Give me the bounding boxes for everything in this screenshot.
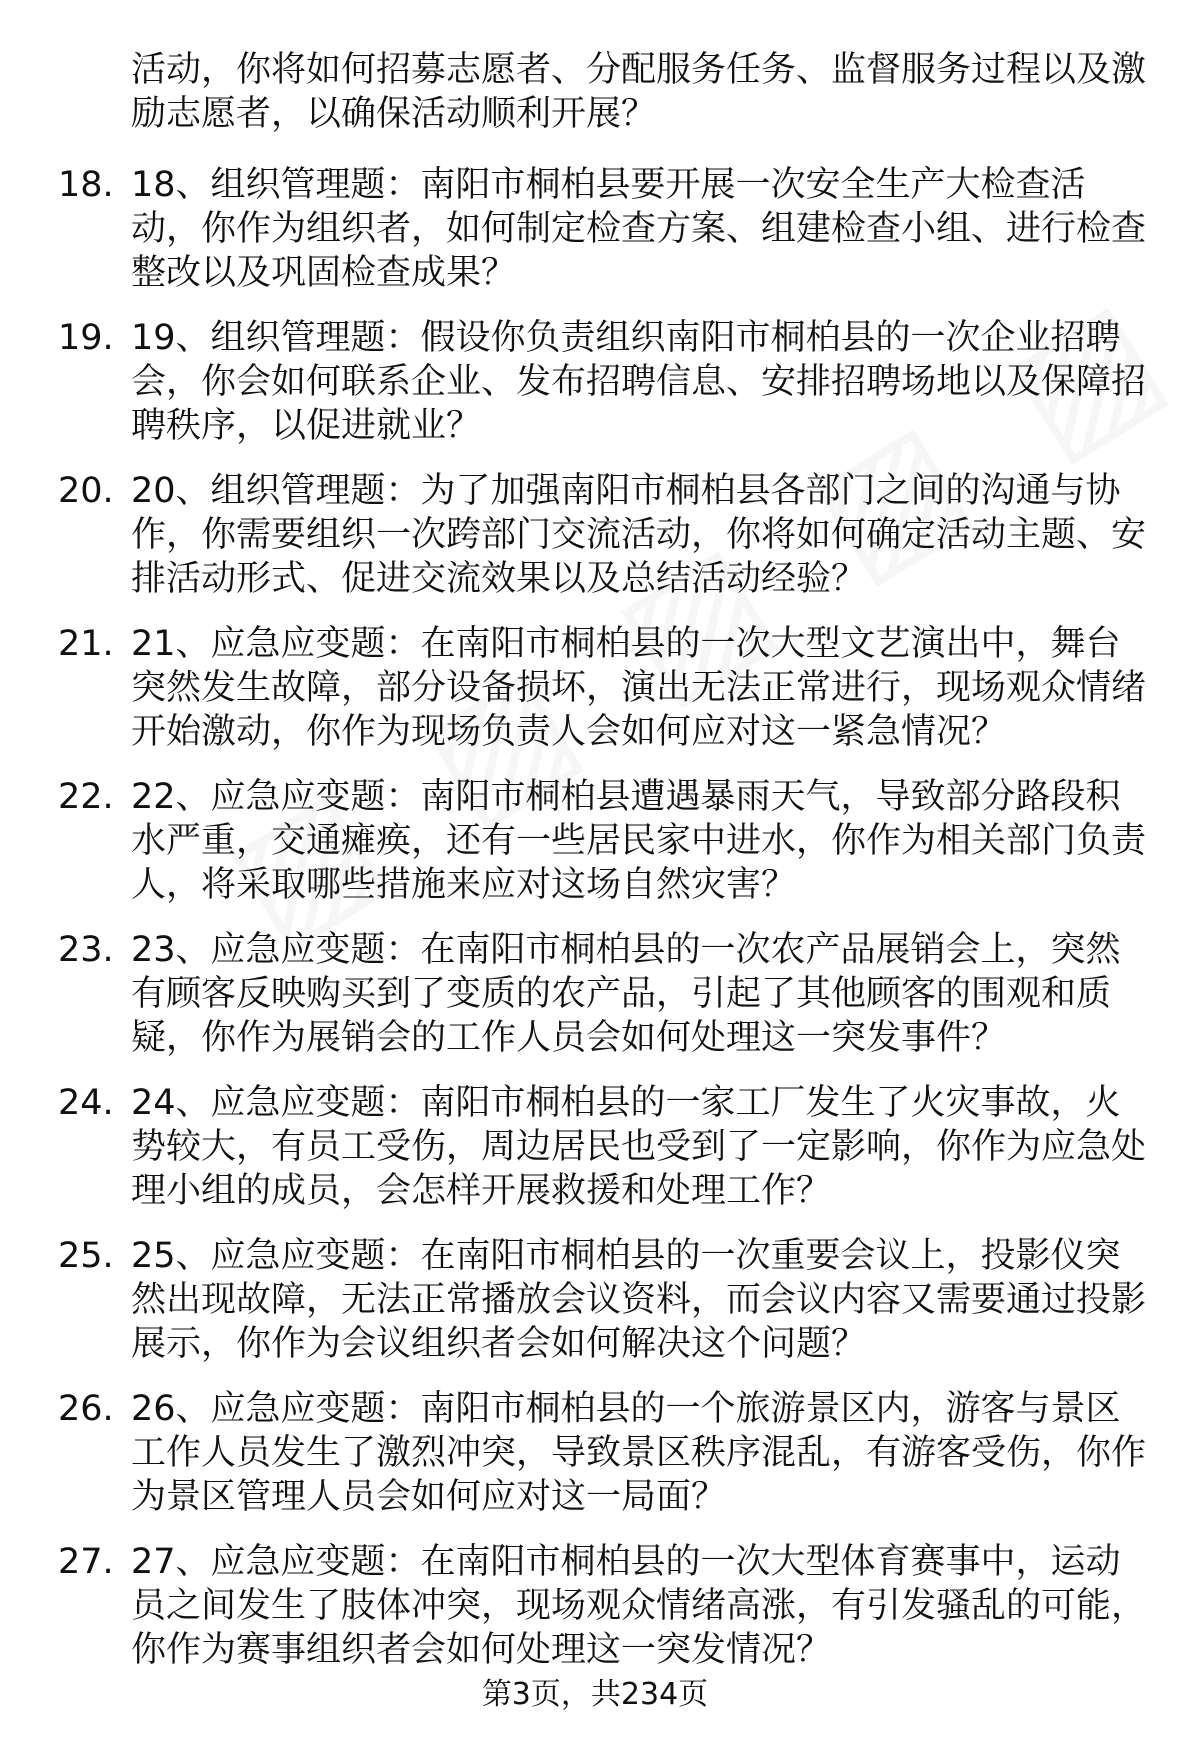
question-item xyxy=(0,775,1190,928)
question-text: 21、应急应变题：在南阳市桐柏县的一次大型文艺演出中，舞台突然发生故障，部分设备损坏，演出无法正常进行，现场观众情绪开始激动，你作为现场负责人会如何应对这一紧急情况？ xyxy=(131,624,1147,752)
question-list xyxy=(0,163,1190,1693)
question-text: 20、组织管理题：为了加强南阳市桐柏县各部门之间的沟通与协作，你需要组织一次跨部门交流活动，你将如何确定活动主题、安排活动形式、促进交流效果以及总结活动经验？ xyxy=(131,471,1147,599)
question-number: 24. xyxy=(58,1083,114,1123)
question-item xyxy=(0,928,1190,1081)
question-text: 24、应急应变题：南阳市桐柏县的一家工厂发生了火灾事故，火势较大，有员工受伤，周边居民也受到了一定影响，你作为应急处理小组的成员，会怎样开展救援和处理工作？ xyxy=(131,1083,1147,1211)
question-text: 23、应急应变题：在南阳市桐柏县的一次农产品展销会上，突然有顾客反映购买到了变质的农产品，引起了其他顾客的围观和质疑，你作为展销会的工作人员会如何处理这一突发事件？ xyxy=(131,930,1121,1058)
question-number: 26. xyxy=(58,1389,114,1429)
question-item xyxy=(0,1234,1190,1387)
question-text: 19、组织管理题：假设你负责组织南阳市桐柏县的一次企业招聘会，你会如何联系企业、发布招聘信息、安排招聘场地以及保障招聘秩序，以促进就业？ xyxy=(131,318,1147,446)
question-number: 22. xyxy=(58,777,114,817)
question-item xyxy=(0,1387,1190,1540)
question-item xyxy=(0,163,1190,316)
question-text: 27、应急应变题：在南阳市桐柏县的一次大型体育赛事中，运动员之间发生了肢体冲突，现场观众情绪高涨，有引发骚乱的可能，你作为赛事组织者会如何处理这一突发情况？ xyxy=(131,1542,1147,1670)
question-number: 23. xyxy=(58,930,114,970)
question-number: 21. xyxy=(58,624,114,664)
continuation-paragraph: 活动，你将如何招募志愿者、分配服务任务、监督服务过程以及激励志愿者，以确保活动顺利开展？ xyxy=(131,50,1147,134)
page-footer: 第3页，共234页 xyxy=(481,1677,709,1712)
question-item xyxy=(0,1540,1190,1693)
question-text: 25、应急应变题：在南阳市桐柏县的一次重要会议上，投影仪突然出现故障，无法正常播放会议资料，而会议内容又需要通过投影展示，你作为会议组织者会如何解决这个问题？ xyxy=(131,1236,1147,1364)
question-item xyxy=(0,1081,1190,1234)
question-number: 27. xyxy=(58,1542,114,1582)
question-number: 19. xyxy=(58,318,114,358)
question-number: 25. xyxy=(58,1236,114,1276)
question-item xyxy=(0,469,1190,622)
question-number: 20. xyxy=(58,471,114,511)
question-text: 26、应急应变题：南阳市桐柏县的一个旅游景区内，游客与景区工作人员发生了激烈冲突，导致景区秩序混乱，有游客受伤，你作为景区管理人员会如何应对这一局面？ xyxy=(131,1389,1147,1517)
question-number: 18. xyxy=(58,165,114,205)
question-item xyxy=(0,316,1190,469)
question-text: 18、组织管理题：南阳市桐柏县要开展一次安全生产大检查活动，你作为组织者，如何制定检查方案、组建检查小组、进行检查整改以及巩固检查成果？ xyxy=(131,165,1147,293)
question-text: 22、应急应变题：南阳市桐柏县遭遇暴雨天气，导致部分路段积水严重，交通瘫痪，还有一些居民家中进水，你作为相关部门负责人，将采取哪些措施来应对这场自然灾害？ xyxy=(131,777,1147,905)
question-item xyxy=(0,622,1190,775)
